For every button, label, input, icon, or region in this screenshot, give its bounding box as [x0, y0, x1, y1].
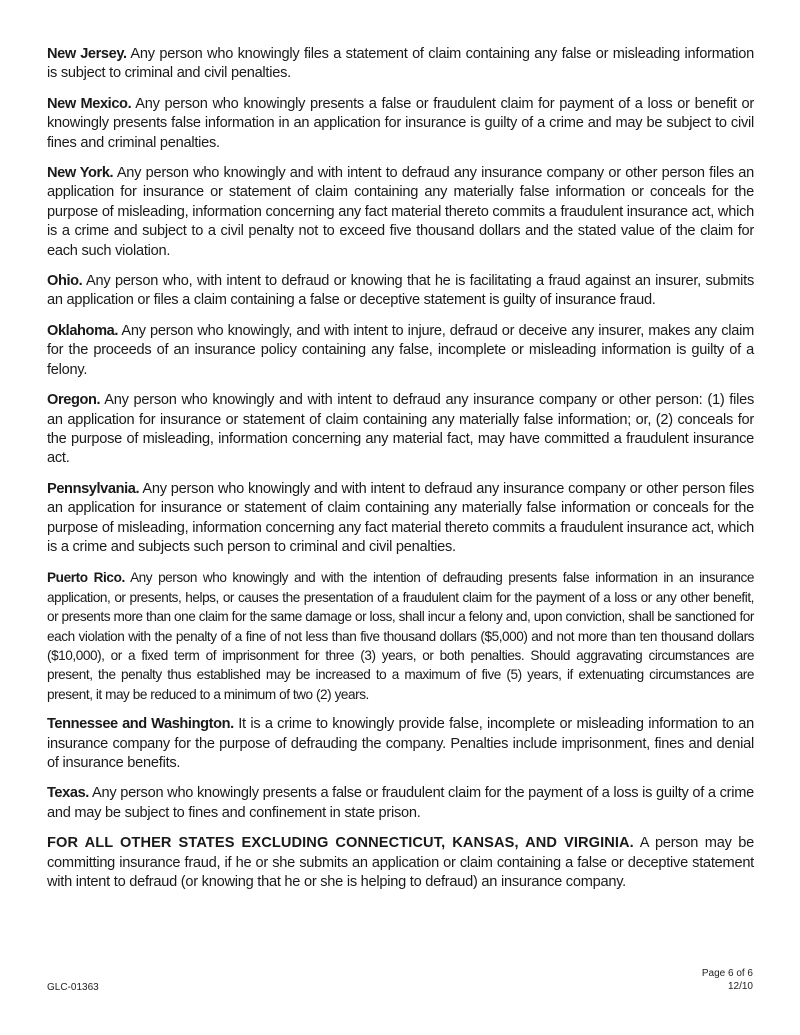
page-footer	[702, 968, 753, 993]
paragraph-text: Any person who knowingly presents a false or fraudulent claim for payment of a loss or benefit or knowingly presents false information in an application for insurance is guilty of a crime and may be subject to civil fines and criminal penalties.	[47, 95, 754, 151]
state-heading: New York.	[47, 165, 114, 182]
state-heading: New Mexico.	[47, 95, 132, 112]
state-heading: Tennessee and Washington.	[47, 716, 234, 733]
state-heading: Oklahoma.	[47, 322, 119, 339]
paragraph-text: It is a crime to knowingly provide false, incomplete or misleading information to an insurance company for the purpose of defrauding the company. Penalties include imprisonment, fines and denial of insurance benefits.	[47, 716, 755, 771]
paragraph-all-other-states	[47, 834, 754, 892]
paragraph-new-mexico	[47, 95, 754, 153]
document-body	[47, 45, 754, 903]
paragraph-puerto-rico	[47, 568, 754, 704]
form-number: GLC-01363	[47, 982, 99, 993]
state-heading: Ohio.	[47, 273, 83, 290]
state-heading: Texas.	[47, 785, 89, 802]
paragraph-texas	[47, 784, 754, 823]
revision-date: 12/10	[727, 980, 753, 992]
paragraph-new-york	[47, 164, 754, 261]
state-heading: New Jersey.	[47, 46, 127, 62]
paragraph-text: A person may be committing insurance fraud, if he or she submits an application or claim containing a false or deceptive statement with intent to defraud (or knowing that he or she is helping to defraud) an insurance company.	[47, 835, 754, 891]
paragraph-text: Any person who knowingly and with intent to defraud any insurance company or other person files an application for insurance or statement of claim containing any materially false information or conceals for the purpose of misleading, information concerning any fact material thereto commits a fraudulent insurance act, which is a crime and subject to a civil penalty not to exceed five thousand dollars and the stated value of the claim for each such violation.	[47, 165, 754, 259]
paragraph-text: Any person who knowingly presents a false or fraudulent claim for the payment of a loss is guilty of a crime and may be subject to fines and confinement in state prison.	[47, 785, 755, 821]
paragraph-oklahoma	[47, 322, 754, 380]
paragraph-tennessee-washington	[47, 715, 754, 773]
paragraph-text: Any person who knowingly and with the intention of defrauding presents false information in an insurance application, or presents, helps, or causes the presentation of a fraudulent claim for the payment of a loss or any other benefit, or presents more than one claim for the same damage or loss, shall incur a felony and, upon conviction, shall be sanctioned for each violation with the penalty of a fine of not less than five thousand dollars ($5,000) and not more than ten thousand dollars ($10,000), or a fixed term of imprisonment for three (3) years, or both penalties. Should aggravating circumstances are present, the penalty thus established may be increased to a maximum of five (5) years, if extenuating circumstances are present, it may be reduced to a minimum of two (2) years.	[47, 570, 755, 702]
paragraph-oregon	[47, 391, 754, 469]
paragraph-text: Any person who knowingly, and with intent to injure, defraud or deceive any insurer, makes any claim for the proceeds of an insurance policy containing any false, incomplete or misleading information is guilty of a felony.	[47, 322, 754, 378]
state-heading: Pennsylvania.	[47, 480, 140, 497]
paragraph-ohio	[47, 272, 754, 311]
paragraph-text: Any person who knowingly files a statement of claim containing any false or misleading information is subject to criminal and civil penalties.	[47, 46, 754, 82]
state-heading: Puerto Rico.	[47, 570, 125, 586]
state-heading: FOR ALL OTHER STATES EXCLUDING CONNECTICUT, KANSAS, AND VIRGINIA.	[47, 835, 634, 852]
paragraph-text: Any person who knowingly and with intent to defraud any insurance company or other person: (1) files an application for insurance or statement of claim containing any materially false information; or, (2) conceals for the purpose of misleading, information concerning any material fact, may have committed a fraudulent insurance act.	[47, 392, 754, 467]
paragraph-text: Any person who knowingly and with intent to defraud any insurance company or other person files an application for insurance or statement of claim containing any materially false information or conceals for the purpose of misleading, information concerning any fact material thereto commits a fraudulent insurance act, which is a crime and subjects such person to criminal and civil penalties.	[47, 480, 755, 555]
page-number: Page 6 of 6	[701, 968, 753, 979]
paragraph-new-jersey	[47, 45, 754, 84]
paragraph-text: Any person who, with intent to defraud or knowing that he is facilitating a fraud against an insurer, submits an application or files a claim containing a false or deceptive statement is guilty of insurance fraud.	[47, 273, 754, 309]
state-heading: Oregon.	[47, 392, 101, 409]
paragraph-pennsylvania	[47, 480, 754, 558]
